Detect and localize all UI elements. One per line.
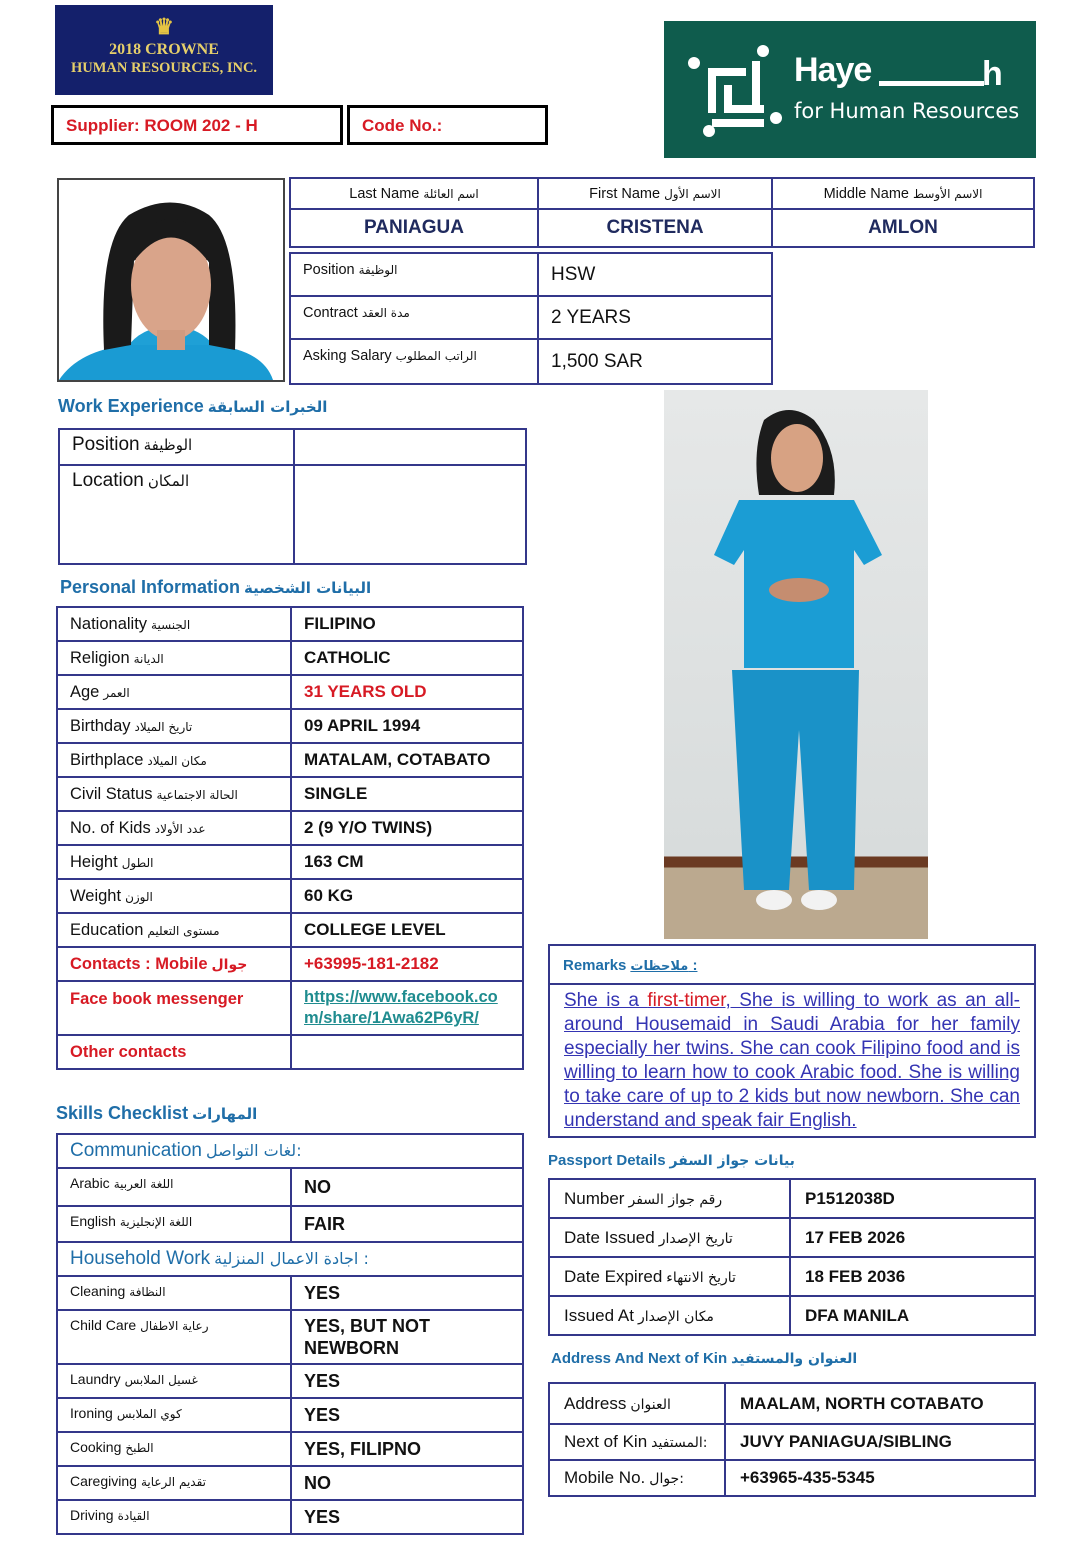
kin-row-address: Address العنوان MAALAM, NORTH COTABATO [549, 1383, 1035, 1424]
info-row-religion: Religion الديانة CATHOLIC [57, 641, 523, 675]
skills-title: Skills Checklist المهارات [56, 1103, 258, 1123]
skill-row-ironing: Ironing كوي الملابس YES [57, 1398, 523, 1432]
info-row-age: Age العمر 31 YEARS OLD [57, 675, 523, 709]
info-row-education: Education مستوى التعليم COLLEGE LEVEL [57, 913, 523, 947]
facebook-link[interactable]: https://www.facebook.com/share/1Awa62P6yR/ [304, 988, 498, 1027]
info-row-kids: No. of Kids عدد الأولاد 2 (9 Y/O TWINS) [57, 811, 523, 845]
info-row-weight: Weight الوزن 60 KG [57, 879, 523, 913]
crown-icon: ♛ [154, 14, 174, 39]
job-row-contract: Contract مدة العقد 2 YEARS [290, 296, 772, 339]
info-row-nationality: Nationality الجنسية FILIPINO [57, 607, 523, 641]
passport-title: Passport Details بيانات جواز السفر [548, 1152, 795, 1169]
haye-brand-line [879, 81, 984, 86]
job-row-position: Position الوظيفة HSW [290, 253, 772, 296]
remarks-header: Remarks ملاحظات : [550, 946, 1034, 985]
info-row-facebook: Face book messenger https://www.facebook.com/share/1Awa62P6yR/ [57, 981, 523, 1035]
code-no-box: Code No.: [347, 105, 548, 145]
name-table [289, 177, 1035, 248]
personal-info-table [56, 606, 524, 1070]
job-row-salary: Asking Salary الراتب المطلوب 1,500 SAR [290, 339, 772, 384]
skill-row-cooking: Cooking الطبخ YES, FILIPNO [57, 1432, 523, 1466]
age-value: 31 YEARS OLD [291, 675, 523, 709]
passport-row-issued-at: Issued At مكان الإصدار DFA MANILA [549, 1296, 1035, 1335]
passport-row-issued: Date Issued تاريخ الإصدار 17 FEB 2026 [549, 1218, 1035, 1257]
address-kin-table [548, 1382, 1036, 1497]
contract-value: 2 YEARS [538, 296, 772, 339]
skills-table [56, 1133, 524, 1535]
info-row-birthday: Birthday تاريخ الميلاد 09 APRIL 1994 [57, 709, 523, 743]
salary-value: 1,500 SAR [538, 339, 772, 384]
middle-name-header: Middle Name الاسم الأوسط [772, 178, 1034, 209]
info-row-other-contacts: Other contacts [57, 1035, 523, 1069]
skill-row-laundry: Laundry غسيل الملابس YES [57, 1364, 523, 1398]
skill-row-english: English اللغة الإنجليزية FAIR [57, 1206, 523, 1242]
supplier-box: Supplier: ROOM 202 - H [51, 105, 343, 145]
kin-row-next-of-kin: Next of Kin المستفيد: JUVY PANIAGUA/SIBLING [549, 1424, 1035, 1460]
passport-row-expired: Date Expired تاريخ الانتهاء 18 FEB 2036 [549, 1257, 1035, 1296]
kin-row-mobile: Mobile No. جوال: +63965-435-5345 [549, 1460, 1035, 1496]
skill-row-driving: Driving القيادة YES [57, 1500, 523, 1534]
full-body-photo [664, 390, 928, 939]
last-name-value: PANIAGUA [290, 209, 538, 247]
work-experience-table [58, 428, 527, 565]
household-header: Household Work اجادة الاعمال المنزلية : [57, 1242, 523, 1276]
remarks-text: She is a first-timer, She is willing to work as an all-around Housemaid in Saudi Arabia for her family especially her twins. She can cook Filipino food and is willing to learn how to cook Arabic food. She is willing to take care of up to 2 kids but now newborn. She can understand and speak fair English. [564, 990, 1020, 1131]
last-name-header: Last Name اسم العائلة [290, 178, 538, 209]
info-row-civil-status: Civil Status الحالة الاجتماعية SINGLE [57, 777, 523, 811]
mobile-value: +63995-181-2182 [291, 947, 523, 981]
skill-row-arabic: Arabic اللغة العربية NO [57, 1168, 523, 1206]
middle-name-value: AMLON [772, 209, 1034, 247]
skill-row-child-care: Child Care رعاية الاطفال YES, BUT NOT NEWBORN [57, 1310, 523, 1364]
passport-table [548, 1178, 1036, 1336]
first-name-header: First Name الاسم الأول [538, 178, 772, 209]
job-table [289, 252, 773, 385]
portrait-photo [57, 178, 285, 382]
haye-emblem-icon [686, 43, 786, 138]
communication-header: Communication لغات التواصل: [57, 1134, 523, 1168]
address-kin-title: Address And Next of Kin العنوان والمستفيد [551, 1350, 858, 1367]
skill-row-cleaning: Cleaning النظافة YES [57, 1276, 523, 1310]
skill-row-caregiving: Caregiving تقديم الرعاية NO [57, 1466, 523, 1500]
personal-info-title: Personal Information البيانات الشخصية [60, 577, 372, 597]
work-row-position: Position الوظيفة [59, 429, 526, 465]
crowne-logo-line2: HUMAN RESOURCES, INC. [70, 60, 258, 76]
first-name-value: CRISTENA [538, 209, 772, 247]
info-row-height: Height الطول 163 CM [57, 845, 523, 879]
haye-tagline: for Human Resources [794, 99, 1020, 123]
crowne-logo [55, 5, 273, 95]
work-position-value [294, 429, 526, 465]
work-row-location: Location المكان [59, 465, 526, 564]
passport-row-number: Number رقم جواز السفر P1512038D [549, 1179, 1035, 1218]
position-value: HSW [538, 253, 772, 296]
first-timer-highlight: first-timer [647, 990, 726, 1011]
remarks-box [548, 944, 1036, 1138]
haye-logo [664, 21, 1036, 158]
work-experience-title: Work Experience الخبرات السابقة [58, 396, 328, 416]
crowne-logo-line1: 2018 CROWNE [109, 41, 219, 58]
haye-brand-tail: h [982, 55, 1003, 93]
info-row-birthplace: Birthplace مكان الميلاد MATALAM, COTABATO [57, 743, 523, 777]
haye-brand: Haye [794, 51, 872, 89]
work-location-value [294, 465, 526, 564]
info-row-mobile: Contacts : Mobile جوال +63995-181-2182 [57, 947, 523, 981]
